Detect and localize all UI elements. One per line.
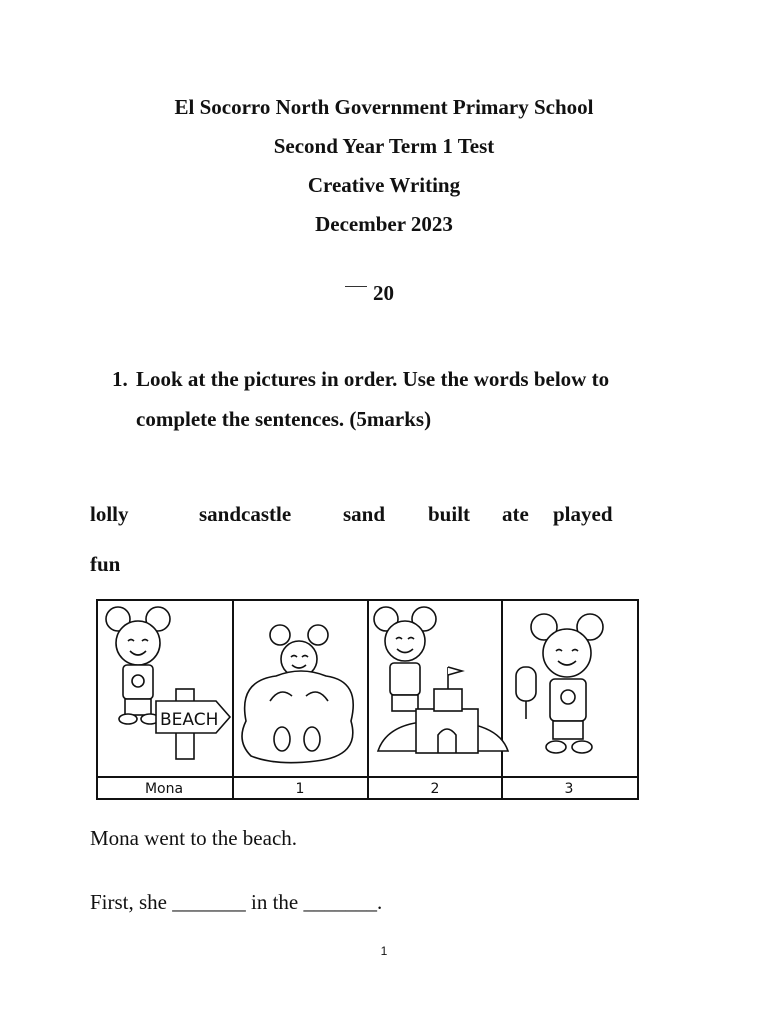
- word-built: built: [428, 502, 471, 526]
- question-line-1: Look at the pictures in order. Use the words below to: [136, 367, 610, 391]
- panel-3-lolly: [516, 614, 603, 753]
- total-marks: 20: [373, 281, 394, 305]
- word-lolly: lolly: [90, 502, 129, 526]
- subject-title: Creative Writing: [307, 173, 461, 197]
- page-number: 1: [380, 944, 388, 958]
- sentence-first: First, she _______ in the _______.: [90, 890, 383, 914]
- sentence-intro: Mona went to the beach.: [90, 826, 298, 850]
- score-blank-line: [345, 286, 367, 287]
- word-sand: sand: [343, 502, 386, 526]
- school-name: El Socorro North Government Primary School: [174, 95, 594, 119]
- word-played: played: [553, 502, 613, 526]
- caption-2: 2: [430, 781, 440, 797]
- test-date: December 2023: [315, 212, 453, 236]
- picture-strip-illustration: [98, 601, 637, 798]
- picture-strip: [96, 599, 639, 800]
- caption-1: 1: [295, 781, 305, 797]
- word-sandcastle: sandcastle: [199, 502, 292, 526]
- panel-2-sandcastle: [374, 607, 508, 753]
- question-1: [112, 359, 672, 439]
- score-box: [345, 281, 394, 306]
- beach-sign-text: BEACH: [160, 710, 219, 730]
- test-title: Second Year Term 1 Test: [273, 134, 495, 158]
- question-number: 1.: [112, 367, 128, 391]
- caption-3: 3: [564, 781, 574, 797]
- caption-mona: Mona: [144, 781, 184, 797]
- panel-1-sand: [242, 625, 353, 763]
- word-fun: fun: [90, 552, 121, 576]
- question-line-2: complete the sentences. (5marks): [136, 407, 432, 431]
- word-ate: ate: [502, 502, 529, 526]
- panel-mona-girl: [106, 607, 230, 759]
